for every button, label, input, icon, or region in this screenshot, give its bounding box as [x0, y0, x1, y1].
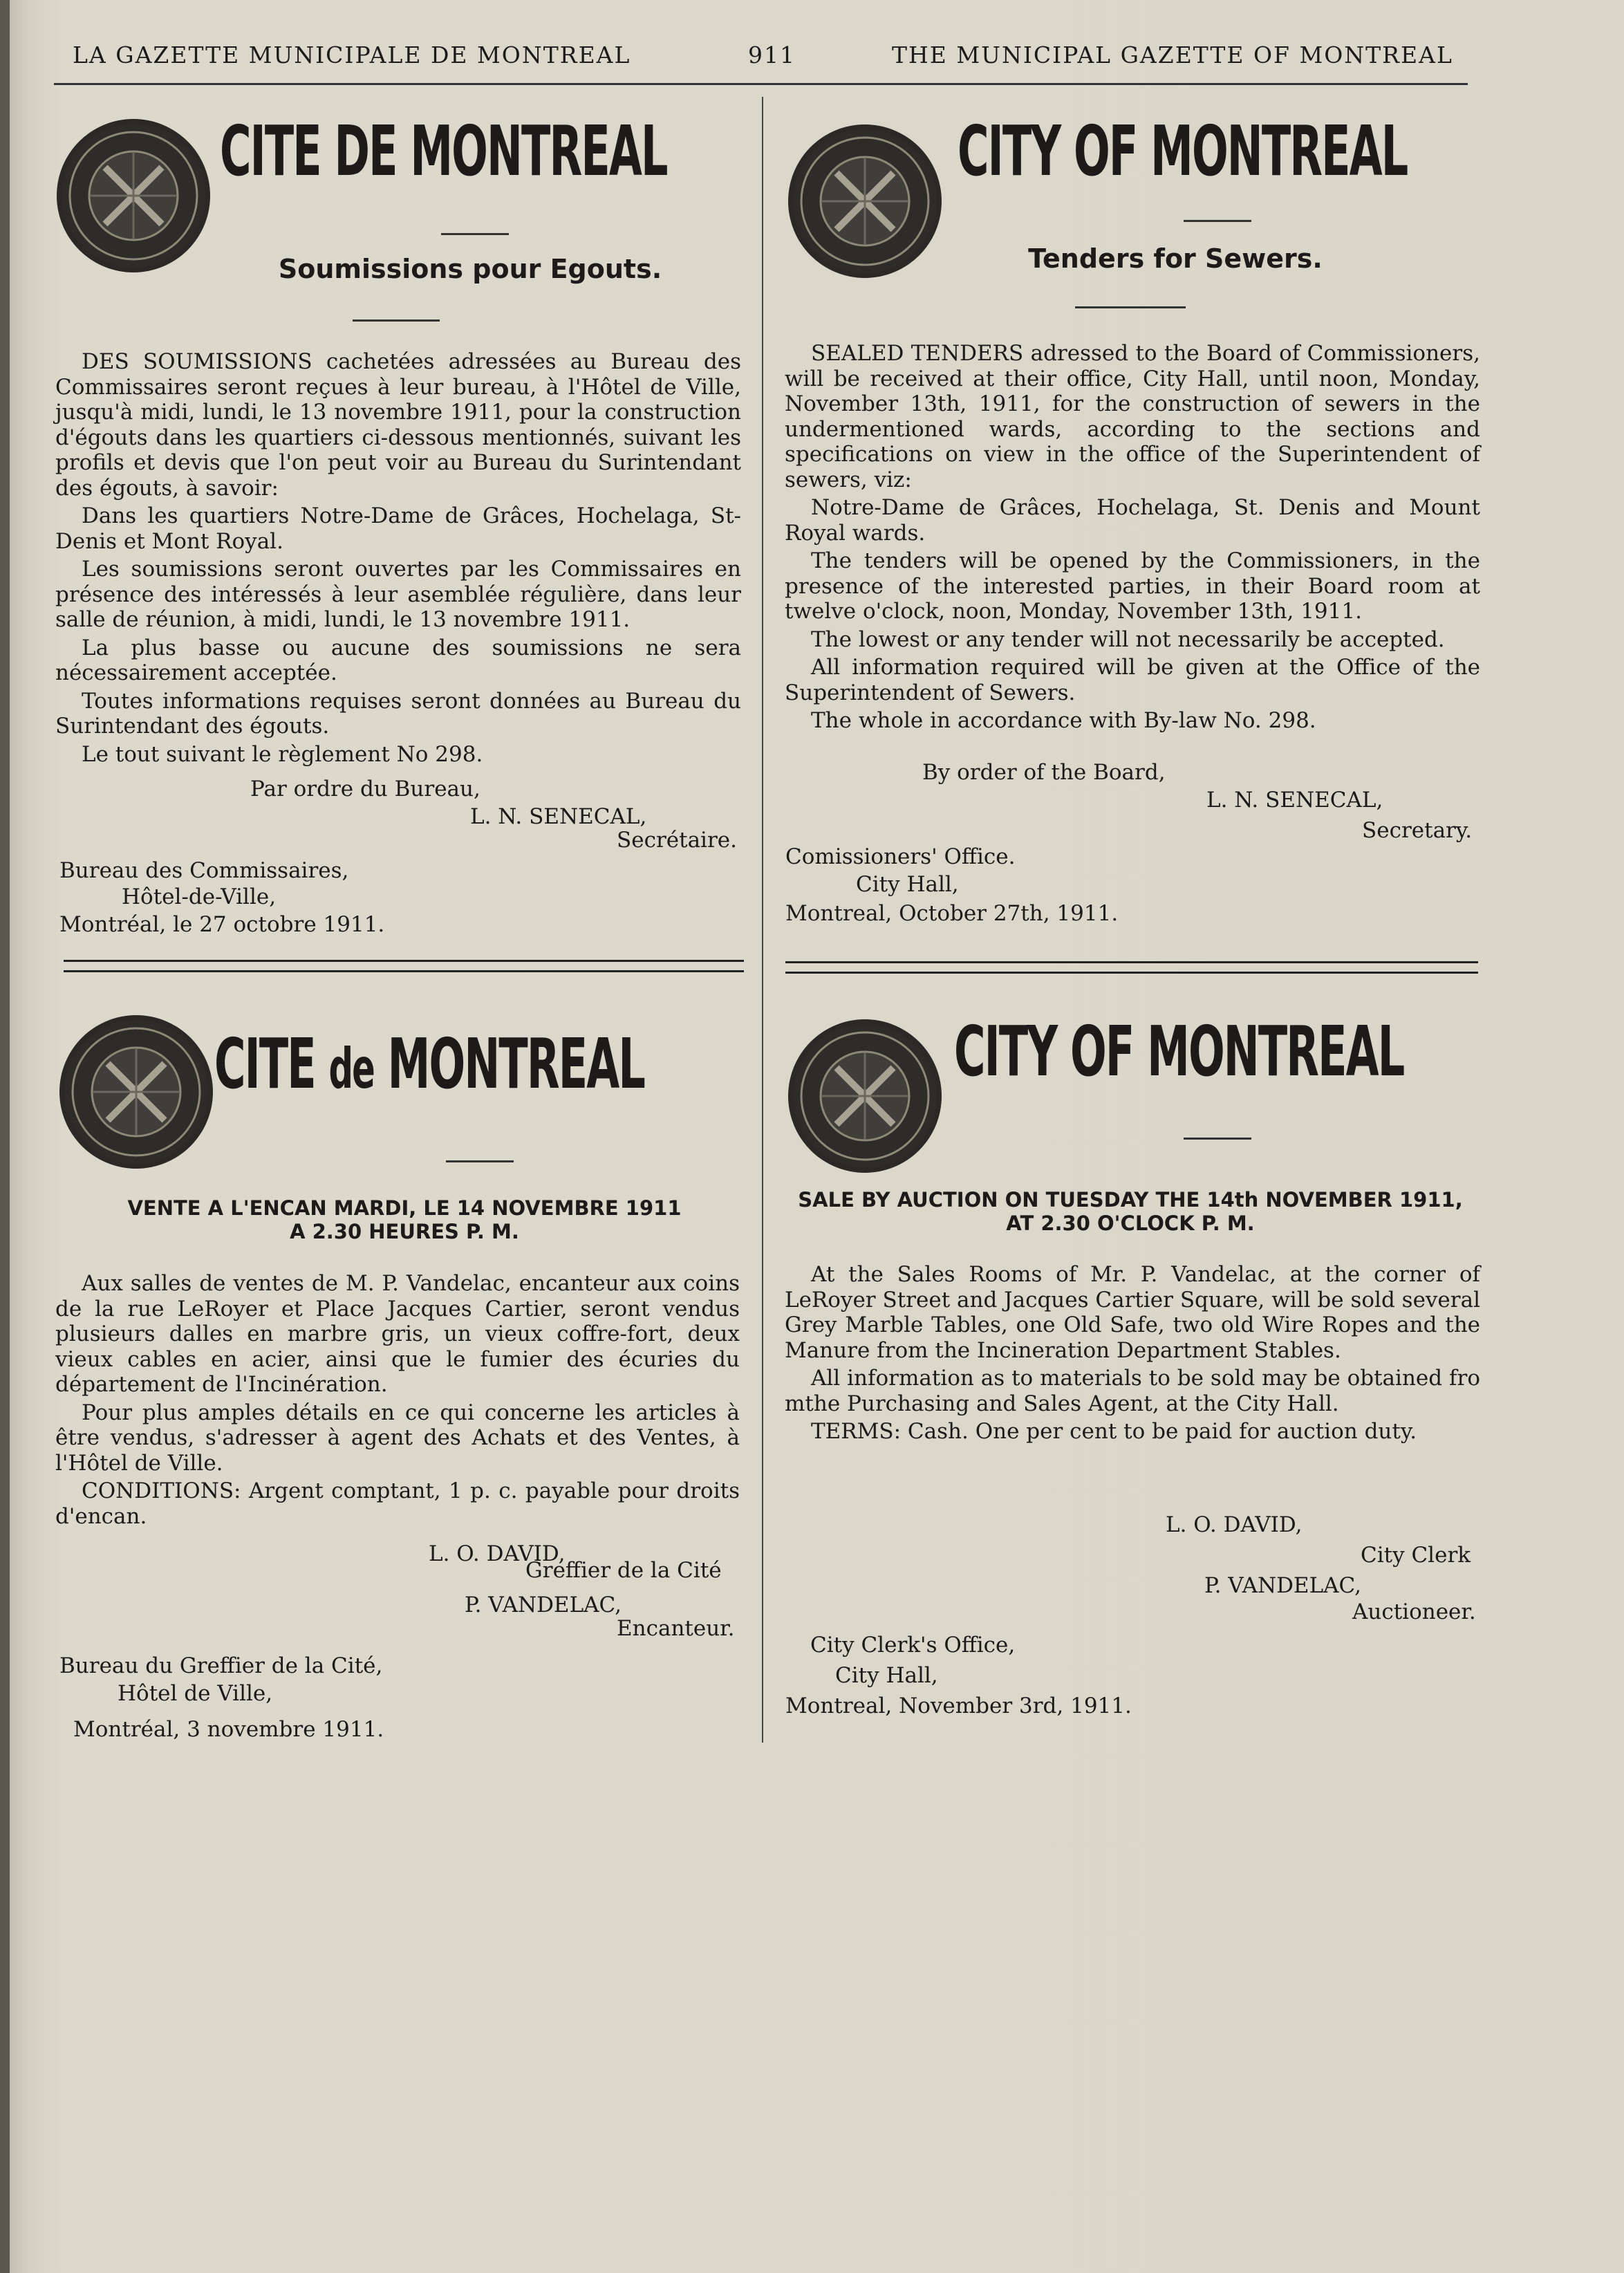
paragraph: Le tout suivant le règlement No 298. [82, 741, 483, 767]
section-separator [64, 960, 744, 972]
signer-title: City Clerk [1361, 1543, 1471, 1568]
page-number: 911 [748, 41, 796, 68]
notice-subtitle: SALE BY AUCTION ON TUESDAY THE 14th NOVEMBER 1911, AT 2.30 O'CLOCK P. M. [798, 1188, 1463, 1235]
section-separator [785, 961, 1478, 974]
paragraph: SEALED TENDERS adressed to the Board of Commissioners, will be received at their office, City Hall, until noon, Monday, November 13th, 1911, for the construction of sewers in the undermentioned wards, according to the sections and specifications on view in the office of the Superintendent of sewers, viz: [785, 341, 1480, 492]
paragraph: Pour plus amples détails en ce qui concerne les articles à être vendus, s'adresser à agent des Achats et des Ventes, à l'Hôtel de Ville. [55, 1400, 740, 1476]
title-rule [1184, 220, 1251, 222]
signer-name: L. O. DAVID, [1166, 1512, 1303, 1537]
paragraph: All information required will be given at the Office of the Superintendent of Sewers. [785, 655, 1480, 705]
paragraph: DES SOUMISSIONS cachetées adressées au Bureau des Commissaires seront reçues à leur bureau, à l'Hôtel de Ville, jusqu'à midi, lundi, le 13 novembre 1911, pour la construction d'égouts dans les quartiers ci-dessous mentionnés, suivant les profils et devis que l'on peut voir au Bureau du Surintendant des égouts, à savoir: [55, 349, 741, 501]
city-seal-icon [57, 119, 210, 272]
notice-subtitle: VENTE A L'ENCAN MARDI, LE 14 NOVEMBRE 1911 A 2.30 HEURES P. M. [127, 1196, 682, 1243]
office-line: Hôtel de Ville, [118, 1681, 273, 1706]
title-rule [441, 233, 509, 235]
notice-body [785, 1262, 1480, 1447]
signer-title: Encanteur. [617, 1616, 735, 1641]
subtitle-rule [353, 319, 440, 322]
header-rule [54, 83, 1468, 85]
paragraph: Aux salles de ventes de M. P. Vandelac, encanteur aux coins de la rue LeRoyer et Place Jacques Cartier, seront vendus plusieurs dalles en marbre gris, un vieux coffre-fort, deux vieux cables en acier, ainsi que le fumier des écuries du département de l'Incinération. [55, 1271, 740, 1397]
masthead-title: CITY OF MONTREAL [958, 111, 1408, 192]
office-line: Comissioners' Office. [785, 844, 1016, 869]
notice-body [785, 341, 1480, 736]
office-date: Montreal, November 3rd, 1911. [785, 1694, 1132, 1718]
office-line: Hôtel-de-Ville, [122, 884, 277, 909]
office-line: City Hall, [835, 1663, 938, 1688]
paragraph: The tenders will be opened by the Commissioners, in the presence of the interested parties, in their Board room at twelve o'clock, noon, Monday, November 13th, 1911. [785, 548, 1480, 624]
header-left: LA GAZETTE MUNICIPALE DE MONTREAL [73, 41, 631, 68]
paragraph: At the Sales Rooms of Mr. P. Vandelac, at the corner of LeRoyer Street and Jacques Cartier Square, will be sold several Grey Marble Tables, one Old Safe, two old Wire Ropes and the Manure from the Incineration Department Stables. [785, 1262, 1480, 1363]
title-rule [1184, 1138, 1251, 1140]
paragraph: Notre-Dame de Grâces, Hochelaga, St. Denis and Mount Royal wards. [785, 495, 1480, 546]
signer-name: P. VANDELAC, [1204, 1573, 1362, 1598]
city-seal-icon [788, 1019, 942, 1173]
signer-title: Greffier de la Cité [525, 1558, 722, 1583]
office-line: Bureau du Greffier de la Cité, [59, 1653, 383, 1678]
city-seal-icon [59, 1015, 213, 1169]
signer-name: L. N. SENECAL, [470, 804, 647, 829]
paragraph: The whole in accordance with By-law No. 298. [811, 708, 1316, 733]
notice-body [55, 349, 741, 770]
signer-name: L. N. SENECAL, [1206, 788, 1383, 813]
signer-title: Secrétaire. [617, 828, 737, 853]
masthead-title: CITE DE MONTREAL [220, 111, 667, 192]
signer-title: Secretary. [1362, 818, 1473, 843]
title-rule [446, 1160, 514, 1162]
paragraph: All information as to materials to be sold may be obtained fro mthe Purchasing and Sales Agent, at the City Hall. [785, 1366, 1480, 1416]
paragraph: Dans les quartiers Notre-Dame de Grâces, Hochelaga, St-Denis et Mont Royal. [55, 503, 741, 554]
order-line: Par ordre du Bureau, [250, 777, 480, 801]
header-right: THE MUNICIPAL GAZETTE OF MONTREAL [892, 41, 1453, 68]
column-divider [762, 97, 763, 1743]
title-word: CITE [214, 1023, 315, 1104]
binding-edge [0, 0, 10, 2273]
order-line: By order of the Board, [922, 760, 1166, 785]
paragraph: Les soumissions seront ouvertes par les Commissaires en présence des intéressés à leur asemblée régulière, dans leur salle de réunion, à midi, lundi, le 13 novembre 1911. [55, 557, 741, 632]
office-line: City Clerk's Office, [810, 1633, 1016, 1658]
masthead-title [214, 1023, 644, 1104]
office-date: Montréal, 3 novembre 1911. [73, 1717, 384, 1742]
notice-body [55, 1271, 740, 1532]
signer-name: P. VANDELAC, [465, 1593, 622, 1617]
paragraph: Toutes informations requises seront données au Bureau du Surintendant des égouts. [55, 688, 741, 739]
title-word: de [328, 1037, 374, 1101]
notice-subtitle: Soumissions pour Egouts. [278, 254, 662, 284]
office-line: City Hall, [856, 872, 959, 897]
title-word: MONTREAL [387, 1023, 644, 1104]
paragraph: CONDITIONS: Argent comptant, 1 p. c. payable pour droits d'encan. [55, 1478, 740, 1529]
paragraph: TERMS: Cash. One per cent to be paid for auction duty. [811, 1419, 1417, 1444]
signer-name: L. O. DAVID, [429, 1541, 566, 1566]
paragraph: The lowest or any tender will not necessarily be accepted. [811, 627, 1445, 652]
subtitle-rule [1075, 306, 1186, 308]
office-line: Bureau des Commissaires, [59, 858, 349, 883]
masthead-title: CITY OF MONTREAL [954, 1011, 1404, 1092]
office-date: Montreal, October 27th, 1911. [785, 901, 1119, 926]
signer-title: Auctioneer. [1352, 1599, 1476, 1624]
paragraph: La plus basse ou aucune des soumissions ne sera nécessairement acceptée. [55, 635, 741, 685]
notice-subtitle: Tenders for Sewers. [1028, 243, 1323, 274]
office-date: Montréal, le 27 octobre 1911. [59, 912, 385, 937]
